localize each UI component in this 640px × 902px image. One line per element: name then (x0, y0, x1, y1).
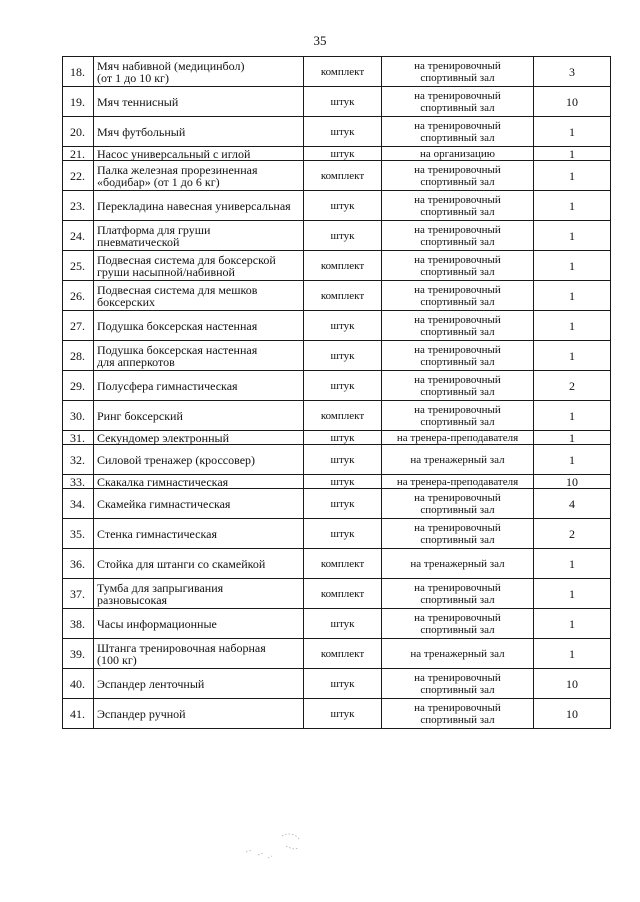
accounting-unit-cell (382, 699, 534, 729)
accounting-unit: на тренировочный спортивный зал (414, 521, 501, 546)
quantity: 2 (569, 378, 575, 393)
unit-of-measure: штук (330, 229, 355, 242)
quantity: 1 (569, 124, 575, 139)
table-row (63, 281, 611, 311)
accounting-unit: на тренировочный спортивный зал (414, 373, 501, 398)
unit-of-measure: штук (330, 677, 355, 690)
table-row (63, 549, 611, 579)
accounting-unit: на тренировочный спортивный зал (414, 313, 501, 338)
unit-of-measure: комплект (320, 647, 365, 660)
row-number-cell (63, 431, 94, 445)
item-name: Скакалка гимнастическая (97, 474, 229, 489)
item-name-cell (94, 639, 304, 669)
item-name-cell (94, 191, 304, 221)
accounting-unit-cell (382, 221, 534, 251)
row-number: 35. (70, 526, 85, 541)
item-name-cell (94, 251, 304, 281)
unit-of-measure: штук (330, 475, 355, 488)
accounting-unit: на тренажерный зал (410, 453, 505, 466)
row-number: 30. (70, 408, 85, 423)
item-name: Стойка для штанги со скамейкой (97, 556, 266, 571)
quantity-cell (534, 579, 611, 609)
unit-of-measure-cell (304, 401, 382, 431)
accounting-unit: на тренировочный спортивный зал (414, 611, 501, 636)
item-name: Подушка боксерская настенная для апперкотов (97, 342, 258, 369)
quantity: 4 (569, 496, 575, 511)
quantity: 1 (569, 408, 575, 423)
item-name-cell (94, 281, 304, 311)
quantity: 10 (566, 706, 578, 721)
unit-of-measure-cell (304, 311, 382, 341)
quantity-cell (534, 609, 611, 639)
quantity-cell (534, 549, 611, 579)
item-name-cell (94, 311, 304, 341)
accounting-unit-cell (382, 191, 534, 221)
unit-of-measure: комплект (320, 557, 365, 570)
quantity-cell (534, 475, 611, 489)
quantity: 1 (569, 586, 575, 601)
unit-of-measure-cell (304, 475, 382, 489)
item-name: Тумба для запрыгивания разновысокая (97, 580, 224, 607)
row-number: 36. (70, 556, 85, 571)
row-number: 32. (70, 452, 85, 467)
row-number-cell (63, 519, 94, 549)
row-number-cell (63, 221, 94, 251)
unit-of-measure-cell (304, 147, 382, 161)
table-row (63, 341, 611, 371)
row-number: 38. (70, 616, 85, 631)
table-row (63, 519, 611, 549)
accounting-unit: на тренировочный спортивный зал (414, 59, 501, 84)
item-name-cell (94, 489, 304, 519)
quantity: 1 (569, 258, 575, 273)
item-name: Эспандер ленточный (97, 676, 205, 691)
quantity: 1 (569, 616, 575, 631)
quantity-cell (534, 489, 611, 519)
quantity-cell (534, 669, 611, 699)
quantity: 1 (569, 452, 575, 467)
item-name: Мяч теннисный (97, 94, 179, 109)
quantity: 10 (566, 94, 578, 109)
item-name-cell (94, 475, 304, 489)
unit-of-measure: комплект (320, 289, 365, 302)
row-number: 23. (70, 198, 85, 213)
quantity: 2 (569, 526, 575, 541)
row-number: 26. (70, 288, 85, 303)
item-name-cell (94, 371, 304, 401)
item-name: Подвесная система для боксерской груши насыпной/набивной (97, 252, 276, 279)
accounting-unit: на тренажерный зал (410, 647, 505, 660)
unit-of-measure-cell (304, 191, 382, 221)
accounting-unit-cell (382, 371, 534, 401)
unit-of-measure-cell (304, 639, 382, 669)
accounting-unit: на тренировочный спортивный зал (414, 343, 501, 368)
item-name-cell (94, 87, 304, 117)
item-name: Силовой тренажер (кроссовер) (97, 452, 256, 467)
accounting-unit-cell (382, 87, 534, 117)
accounting-unit: на тренировочный спортивный зал (414, 491, 501, 516)
item-name: Штанга тренировочная наборная (100 кг) (97, 640, 266, 667)
unit-of-measure: штук (330, 199, 355, 212)
row-number-cell (63, 281, 94, 311)
unit-of-measure-cell (304, 431, 382, 445)
quantity-cell (534, 699, 611, 729)
accounting-unit: на тренировочный спортивный зал (414, 223, 501, 248)
accounting-unit-cell (382, 579, 534, 609)
quantity-cell (534, 281, 611, 311)
item-name-cell (94, 609, 304, 639)
row-number: 21. (70, 146, 85, 161)
quantity-cell (534, 147, 611, 161)
unit-of-measure: штук (330, 617, 355, 630)
accounting-unit-cell (382, 549, 534, 579)
item-name-cell (94, 579, 304, 609)
accounting-unit-cell (382, 401, 534, 431)
accounting-unit-cell (382, 341, 534, 371)
row-number: 29. (70, 378, 85, 393)
unit-of-measure: штук (330, 95, 355, 108)
unit-of-measure: штук (330, 379, 355, 392)
item-name-cell (94, 147, 304, 161)
quantity: 10 (566, 474, 578, 489)
unit-of-measure: комплект (320, 587, 365, 600)
unit-of-measure: штук (330, 707, 355, 720)
item-name-cell (94, 341, 304, 371)
unit-of-measure: штук (330, 349, 355, 362)
row-number-cell (63, 699, 94, 729)
quantity-cell (534, 191, 611, 221)
unit-of-measure: штук (330, 453, 355, 466)
table-row (63, 401, 611, 431)
unit-of-measure: комплект (320, 259, 365, 272)
accounting-unit-cell (382, 639, 534, 669)
table-row (63, 489, 611, 519)
unit-of-measure-cell (304, 341, 382, 371)
row-number-cell (63, 147, 94, 161)
item-name: Полусфера гимнастическая (97, 378, 238, 393)
row-number-cell (63, 609, 94, 639)
accounting-unit: на тренировочный спортивный зал (414, 89, 501, 114)
accounting-unit: на тренировочный спортивный зал (414, 581, 501, 606)
quantity: 1 (569, 430, 575, 445)
accounting-unit: на тренера-преподавателя (396, 431, 519, 444)
item-name-cell (94, 117, 304, 147)
page-number: 35 (313, 33, 327, 48)
table-row (63, 431, 611, 445)
quantity: 3 (569, 64, 575, 79)
accounting-unit: на тренажерный зал (410, 557, 505, 570)
row-number-cell (63, 371, 94, 401)
item-name: Эспандер ручной (97, 706, 186, 721)
accounting-unit-cell (382, 281, 534, 311)
table-row (63, 221, 611, 251)
item-name-cell (94, 699, 304, 729)
row-number-cell (63, 191, 94, 221)
quantity: 1 (569, 318, 575, 333)
row-number: 31. (70, 430, 85, 445)
row-number-cell (63, 311, 94, 341)
accounting-unit: на тренировочный спортивный зал (414, 119, 501, 144)
table-row (63, 609, 611, 639)
row-number: 22. (70, 168, 85, 183)
unit-of-measure: комплект (320, 169, 365, 182)
quantity-cell (534, 87, 611, 117)
quantity: 1 (569, 198, 575, 213)
row-number: 28. (70, 348, 85, 363)
item-name: Ринг боксерский (97, 408, 183, 423)
accounting-unit: на тренировочный спортивный зал (414, 671, 501, 696)
quantity-cell (534, 251, 611, 281)
quantity: 1 (569, 348, 575, 363)
row-number: 18. (70, 64, 85, 79)
equipment-table-body (63, 57, 611, 729)
item-name-cell (94, 161, 304, 191)
table-row (63, 475, 611, 489)
row-number: 40. (70, 676, 85, 691)
row-number-cell (63, 57, 94, 87)
item-name-cell (94, 221, 304, 251)
quantity: 1 (569, 146, 575, 161)
quantity-cell (534, 519, 611, 549)
table-row (63, 699, 611, 729)
row-number: 39. (70, 646, 85, 661)
accounting-unit: на тренировочный спортивный зал (414, 283, 501, 308)
accounting-unit-cell (382, 147, 534, 161)
unit-of-measure-cell (304, 117, 382, 147)
unit-of-measure: штук (330, 147, 355, 160)
row-number-cell (63, 87, 94, 117)
unit-of-measure-cell (304, 87, 382, 117)
accounting-unit-cell (382, 57, 534, 87)
quantity-cell (534, 431, 611, 445)
table-row (63, 147, 611, 161)
item-name-cell (94, 669, 304, 699)
unit-of-measure-cell (304, 579, 382, 609)
unit-of-measure-cell (304, 699, 382, 729)
unit-of-measure: штук (330, 527, 355, 540)
accounting-unit: на организацию (420, 147, 495, 160)
quantity-cell (534, 57, 611, 87)
unit-of-measure-cell (304, 519, 382, 549)
table-row (63, 639, 611, 669)
accounting-unit-cell (382, 669, 534, 699)
row-number-cell (63, 251, 94, 281)
accounting-unit-cell (382, 431, 534, 445)
unit-of-measure-cell (304, 549, 382, 579)
unit-of-measure-cell (304, 371, 382, 401)
unit-of-measure: штук (330, 319, 355, 332)
unit-of-measure-cell (304, 669, 382, 699)
row-number: 20. (70, 124, 85, 139)
accounting-unit-cell (382, 445, 534, 475)
quantity-cell (534, 401, 611, 431)
unit-of-measure-cell (304, 281, 382, 311)
row-number-cell (63, 401, 94, 431)
accounting-unit-cell (382, 161, 534, 191)
unit-of-measure-cell (304, 221, 382, 251)
quantity-cell (534, 221, 611, 251)
accounting-unit: на тренера-преподавателя (396, 475, 519, 488)
row-number-cell (63, 117, 94, 147)
row-number: 41. (70, 706, 85, 721)
quantity: 1 (569, 228, 575, 243)
item-name-cell (94, 57, 304, 87)
scan-artifact (238, 822, 308, 862)
row-number: 37. (70, 586, 85, 601)
item-name: Насос универсальный с иглой (97, 146, 251, 161)
item-name: Секундомер электронный (97, 430, 229, 445)
item-name-cell (94, 401, 304, 431)
quantity-cell (534, 371, 611, 401)
quantity: 10 (566, 676, 578, 691)
row-number-cell (63, 549, 94, 579)
row-number: 27. (70, 318, 85, 333)
accounting-unit-cell (382, 475, 534, 489)
row-number-cell (63, 489, 94, 519)
table-row (63, 191, 611, 221)
unit-of-measure-cell (304, 161, 382, 191)
item-name: Скамейка гимнастическая (97, 496, 231, 511)
row-number-cell (63, 341, 94, 371)
accounting-unit-cell (382, 251, 534, 281)
table-row (63, 445, 611, 475)
accounting-unit: на тренировочный спортивный зал (414, 403, 501, 428)
row-number: 25. (70, 258, 85, 273)
table-row (63, 371, 611, 401)
unit-of-measure-cell (304, 489, 382, 519)
item-name: Часы информационные (97, 616, 217, 631)
accounting-unit-cell (382, 489, 534, 519)
row-number-cell (63, 669, 94, 699)
quantity: 1 (569, 646, 575, 661)
quantity-cell (534, 341, 611, 371)
accounting-unit: на тренировочный спортивный зал (414, 193, 501, 218)
table-row (63, 161, 611, 191)
row-number-cell (63, 579, 94, 609)
unit-of-measure-cell (304, 251, 382, 281)
unit-of-measure: комплект (320, 409, 365, 422)
unit-of-measure-cell (304, 609, 382, 639)
quantity-cell (534, 445, 611, 475)
table-row (63, 311, 611, 341)
table-row (63, 251, 611, 281)
quantity: 1 (569, 168, 575, 183)
row-number: 19. (70, 94, 85, 109)
table-row (63, 669, 611, 699)
unit-of-measure: штук (330, 497, 355, 510)
item-name-cell (94, 519, 304, 549)
item-name: Мяч набивной (медицинбол) (от 1 до 10 кг) (97, 58, 245, 85)
quantity-cell (534, 161, 611, 191)
item-name: Подушка боксерская настенная (97, 318, 258, 333)
item-name: Перекладина навесная универсальная (97, 198, 291, 213)
quantity-cell (534, 311, 611, 341)
table-row (63, 117, 611, 147)
item-name: Стенка гимнастическая (97, 526, 217, 541)
quantity-cell (534, 639, 611, 669)
row-number: 34. (70, 496, 85, 511)
row-number-cell (63, 445, 94, 475)
item-name: Мяч футбольный (97, 124, 186, 139)
unit-of-measure: штук (330, 125, 355, 138)
quantity: 1 (569, 288, 575, 303)
equipment-table (62, 56, 611, 729)
item-name-cell (94, 445, 304, 475)
unit-of-measure-cell (304, 445, 382, 475)
item-name-cell (94, 549, 304, 579)
row-number-cell (63, 161, 94, 191)
row-number: 33. (70, 474, 85, 489)
table-row (63, 57, 611, 87)
item-name-cell (94, 431, 304, 445)
accounting-unit-cell (382, 117, 534, 147)
unit-of-measure: штук (330, 431, 355, 444)
unit-of-measure: комплект (320, 65, 365, 78)
quantity: 1 (569, 556, 575, 571)
accounting-unit: на тренировочный спортивный зал (414, 163, 501, 188)
table-row (63, 87, 611, 117)
quantity-cell (534, 117, 611, 147)
item-name: Подвесная система для мешков боксерских (97, 282, 258, 309)
row-number-cell (63, 475, 94, 489)
accounting-unit-cell (382, 609, 534, 639)
accounting-unit: на тренировочный спортивный зал (414, 701, 501, 726)
accounting-unit: на тренировочный спортивный зал (414, 253, 501, 278)
table-row (63, 579, 611, 609)
item-name: Палка железная прорезиненная «бодибар» (от 1 до 6 кг) (97, 162, 258, 189)
item-name: Платформа для груши пневматической (97, 222, 211, 249)
row-number-cell (63, 639, 94, 669)
accounting-unit-cell (382, 519, 534, 549)
row-number: 24. (70, 228, 85, 243)
accounting-unit-cell (382, 311, 534, 341)
unit-of-measure-cell (304, 57, 382, 87)
